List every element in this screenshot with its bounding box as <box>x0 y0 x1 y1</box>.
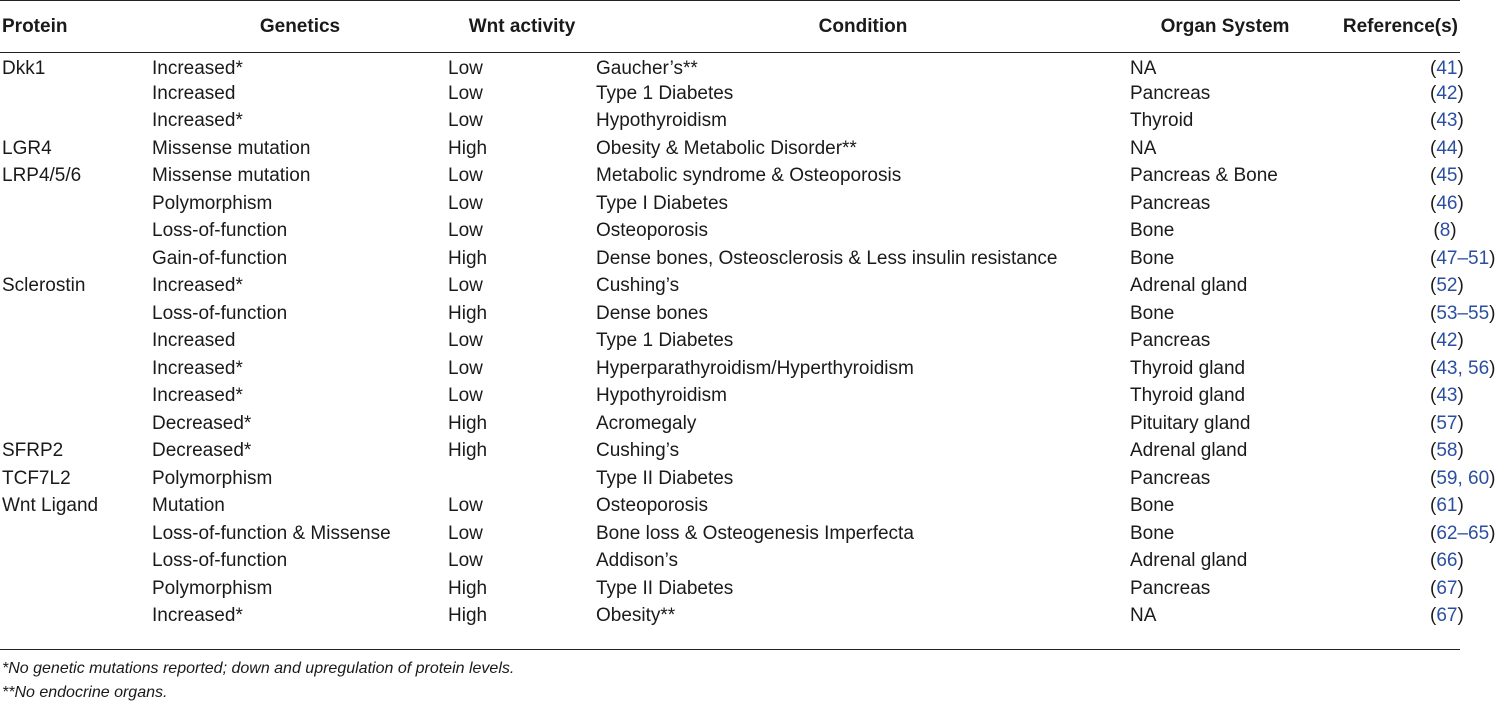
cell-genetics: Loss-of-function <box>152 550 288 572</box>
cell-wnt-activity: Low <box>448 57 483 79</box>
reference-link[interactable]: 61 <box>1436 495 1458 517</box>
table-row <box>0 520 1460 548</box>
cell-references: (52) <box>1430 275 1464 297</box>
cell-references: (66) <box>1430 550 1464 572</box>
table-header-row <box>0 1 1460 53</box>
cell-wnt-activity: High <box>448 412 488 434</box>
reference-link[interactable]: 44 <box>1436 137 1458 159</box>
reference-link[interactable]: 46 <box>1436 192 1458 214</box>
cell-protein: LGR4 <box>2 137 52 159</box>
cell-wnt-activity <box>448 465 596 493</box>
cell-genetics: Increased* <box>152 357 243 379</box>
cell-wnt-activity: High <box>448 605 488 627</box>
cell-wnt-activity: Low <box>448 522 483 544</box>
cell-organ-system: Adrenal gland <box>1130 275 1248 297</box>
cell-protein <box>0 300 152 328</box>
cell-condition: Hypothyroidism <box>596 110 727 132</box>
cell-condition: Hypothyroidism <box>596 385 727 407</box>
reference-link[interactable]: 62–65 <box>1436 522 1490 544</box>
table-row <box>0 410 1460 438</box>
cell-protein: LRP4/5/6 <box>2 165 82 187</box>
cell-wnt-activity: High <box>448 137 488 159</box>
cell-references: (46) <box>1430 192 1464 214</box>
reference-link[interactable]: 43 <box>1436 385 1458 407</box>
reference-link[interactable]: 66 <box>1436 550 1458 572</box>
cell-condition: Dense bones, Osteosclerosis & Less insulin resistance <box>596 247 1058 269</box>
cell-condition: Obesity & Metabolic Disorder** <box>596 137 857 159</box>
cell-protein <box>0 575 152 603</box>
cell-condition: Acromegaly <box>596 412 697 434</box>
header-condition: Condition <box>818 15 908 37</box>
cell-organ-system: Bone <box>1130 220 1175 242</box>
cell-protein: Dkk1 <box>2 57 46 79</box>
cell-organ-system: NA <box>1130 137 1157 159</box>
reference-link[interactable]: 8 <box>1439 220 1451 242</box>
cell-condition: Osteoporosis <box>596 495 708 517</box>
cell-protein: SFRP2 <box>2 440 64 462</box>
cell-protein <box>0 410 152 438</box>
cell-protein <box>0 328 152 356</box>
cell-references: (43, 56) <box>1430 357 1496 379</box>
cell-references: (44) <box>1430 137 1464 159</box>
cell-condition: Hyperparathyroidism/Hyperthyroidism <box>596 357 914 379</box>
table-row <box>0 493 1460 521</box>
cell-protein <box>0 80 152 108</box>
reference-link[interactable]: 45 <box>1436 165 1458 187</box>
footnote-2: **No endocrine organs. <box>2 684 168 701</box>
reference-link[interactable]: 67 <box>1436 577 1458 599</box>
cell-genetics: Missense mutation <box>152 165 311 187</box>
cell-references: (62–65) <box>1430 522 1496 544</box>
cell-references: (45) <box>1430 165 1464 187</box>
cell-references: (8) <box>1433 220 1457 242</box>
cell-genetics: Polymorphism <box>152 577 273 599</box>
cell-condition: Type I Diabetes <box>596 192 729 214</box>
cell-protein <box>0 520 152 548</box>
cell-wnt-activity: Low <box>448 330 483 352</box>
reference-link[interactable]: 41 <box>1436 57 1458 79</box>
cell-genetics: Mutation <box>152 495 225 517</box>
cell-genetics: Increased* <box>152 605 243 627</box>
cell-organ-system: Pancreas <box>1130 467 1211 489</box>
cell-genetics: Missense mutation <box>152 137 311 159</box>
cell-organ-system: Adrenal gland <box>1130 550 1248 572</box>
cell-organ-system: Pancreas <box>1130 82 1211 104</box>
table-row <box>0 273 1460 301</box>
table-row <box>0 218 1460 246</box>
cell-organ-system: NA <box>1130 57 1157 79</box>
footnote-1: *No genetic mutations reported; down and upregulation of protein levels. <box>2 660 515 677</box>
cell-condition: Bone loss & Osteogenesis Imperfecta <box>596 522 914 544</box>
cell-references: (61) <box>1430 495 1464 517</box>
table-row <box>0 383 1460 411</box>
cell-condition: Type 1 Diabetes <box>596 330 734 352</box>
cell-references: (43) <box>1430 385 1464 407</box>
cell-wnt-activity: High <box>448 440 488 462</box>
cell-condition: Type 1 Diabetes <box>596 82 734 104</box>
cell-organ-system: Pancreas <box>1130 330 1211 352</box>
cell-genetics: Increased* <box>152 110 243 132</box>
cell-wnt-activity: Low <box>448 220 483 242</box>
table-row <box>0 575 1460 603</box>
cell-wnt-activity: Low <box>448 550 483 572</box>
reference-link[interactable]: 58 <box>1436 440 1458 462</box>
reference-link[interactable]: 47–51 <box>1436 247 1490 269</box>
cell-condition: Dense bones <box>596 302 708 324</box>
cell-wnt-activity: Low <box>448 357 483 379</box>
cell-organ-system: Pancreas <box>1130 577 1211 599</box>
cell-condition: Gaucher’s** <box>596 57 698 79</box>
header-genetics: Genetics <box>259 15 341 37</box>
cell-organ-system: NA <box>1130 605 1157 627</box>
cell-genetics: Loss-of-function <box>152 220 288 242</box>
cell-genetics: Polymorphism <box>152 467 273 489</box>
cell-organ-system: Thyroid gland <box>1130 357 1246 379</box>
table-row <box>0 190 1460 218</box>
reference-link[interactable]: 52 <box>1436 275 1458 297</box>
cell-protein <box>0 383 152 411</box>
cell-genetics: Loss-of-function <box>152 302 288 324</box>
cell-wnt-activity: High <box>448 577 488 599</box>
table-row <box>0 80 1460 108</box>
cell-condition: Addison’s <box>596 550 679 572</box>
cell-condition: Type II Diabetes <box>596 467 734 489</box>
cell-genetics: Increased* <box>152 275 243 297</box>
cell-genetics: Polymorphism <box>152 192 273 214</box>
cell-protein <box>0 190 152 218</box>
cell-references: (43) <box>1430 110 1464 132</box>
header-organ-system: Organ System <box>1160 15 1290 37</box>
cell-condition: Cushing’s <box>596 275 680 297</box>
header-wnt-activity: Wnt activity <box>468 15 576 37</box>
table-row <box>0 603 1460 631</box>
table-row <box>0 135 1460 163</box>
cell-protein: Sclerostin <box>2 275 86 297</box>
cell-wnt-activity: Low <box>448 165 483 187</box>
table-row <box>0 438 1460 466</box>
cell-condition: Cushing’s <box>596 440 680 462</box>
cell-genetics: Increased* <box>152 385 243 407</box>
reference-link[interactable]: 59, 60 <box>1436 467 1490 489</box>
cell-condition: Osteoporosis <box>596 220 708 242</box>
table-row <box>0 163 1460 191</box>
cell-references: (42) <box>1430 82 1464 104</box>
cell-protein: TCF7L2 <box>2 467 71 489</box>
cell-condition: Type II Diabetes <box>596 577 734 599</box>
reference-link[interactable]: 42 <box>1436 330 1458 352</box>
cell-organ-system: Bone <box>1130 247 1175 269</box>
table-row <box>0 328 1460 356</box>
cell-references: (59, 60) <box>1430 467 1496 489</box>
cell-wnt-activity: Low <box>448 495 483 517</box>
cell-wnt-activity: Low <box>448 192 483 214</box>
cell-genetics: Decreased* <box>152 440 252 462</box>
cell-wnt-activity: High <box>448 302 488 324</box>
header-references: Reference(s) <box>1342 15 1458 37</box>
cell-condition: Metabolic syndrome & Osteoporosis <box>596 165 902 187</box>
cell-protein <box>0 245 152 273</box>
cell-protein <box>0 218 152 246</box>
table-row <box>0 300 1460 328</box>
cell-organ-system: Bone <box>1130 522 1175 544</box>
reference-link[interactable]: 42 <box>1436 82 1458 104</box>
cell-wnt-activity: Low <box>448 82 483 104</box>
cell-organ-system: Thyroid gland <box>1130 385 1246 407</box>
cell-references: (47–51) <box>1430 247 1496 269</box>
cell-organ-system: Adrenal gland <box>1130 440 1248 462</box>
reference-link[interactable]: 53–55 <box>1436 302 1490 324</box>
cell-genetics: Increased* <box>152 57 243 79</box>
cell-organ-system: Pancreas & Bone <box>1130 165 1278 187</box>
cell-protein <box>0 355 152 383</box>
cell-wnt-activity: Low <box>448 385 483 407</box>
reference-link[interactable]: 43 <box>1436 110 1458 132</box>
cell-organ-system: Bone <box>1130 302 1175 324</box>
header-protein: Protein <box>2 15 68 37</box>
cell-organ-system: Bone <box>1130 495 1175 517</box>
cell-organ-system: Pituitary gland <box>1130 412 1251 434</box>
cell-references: (58) <box>1430 440 1464 462</box>
cell-genetics: Gain-of-function <box>152 247 288 269</box>
cell-wnt-activity: High <box>448 247 488 269</box>
cell-references: (53–55) <box>1430 302 1496 324</box>
table-row <box>0 548 1460 576</box>
bottom-rule <box>0 649 1460 650</box>
table-row <box>0 355 1460 383</box>
reference-link[interactable]: 67 <box>1436 605 1458 627</box>
cell-organ-system: Thyroid <box>1130 110 1194 132</box>
cell-protein: Wnt Ligand <box>2 495 99 517</box>
cell-references: (67) <box>1430 577 1464 599</box>
table-row <box>0 53 1460 81</box>
cell-references: (41) <box>1430 57 1464 79</box>
cell-references: (42) <box>1430 330 1464 352</box>
cell-genetics: Loss-of-function & Missense <box>152 522 391 544</box>
table-row <box>0 108 1460 136</box>
cell-protein <box>0 108 152 136</box>
cell-genetics: Decreased* <box>152 412 252 434</box>
cell-genetics: Increased <box>152 330 236 352</box>
cell-genetics: Increased <box>152 82 236 104</box>
cell-wnt-activity: Low <box>448 110 483 132</box>
cell-protein <box>0 548 152 576</box>
cell-organ-system: Pancreas <box>1130 192 1211 214</box>
cell-wnt-activity: Low <box>448 275 483 297</box>
cell-condition: Obesity** <box>596 605 676 627</box>
cell-references: (67) <box>1430 605 1464 627</box>
table-row <box>0 465 1460 493</box>
reference-link[interactable]: 57 <box>1436 412 1458 434</box>
table-body <box>0 53 1496 631</box>
table-row <box>0 245 1460 273</box>
reference-link[interactable]: 43, 56 <box>1436 357 1490 379</box>
cell-references: (57) <box>1430 412 1464 434</box>
cell-protein <box>0 603 152 631</box>
